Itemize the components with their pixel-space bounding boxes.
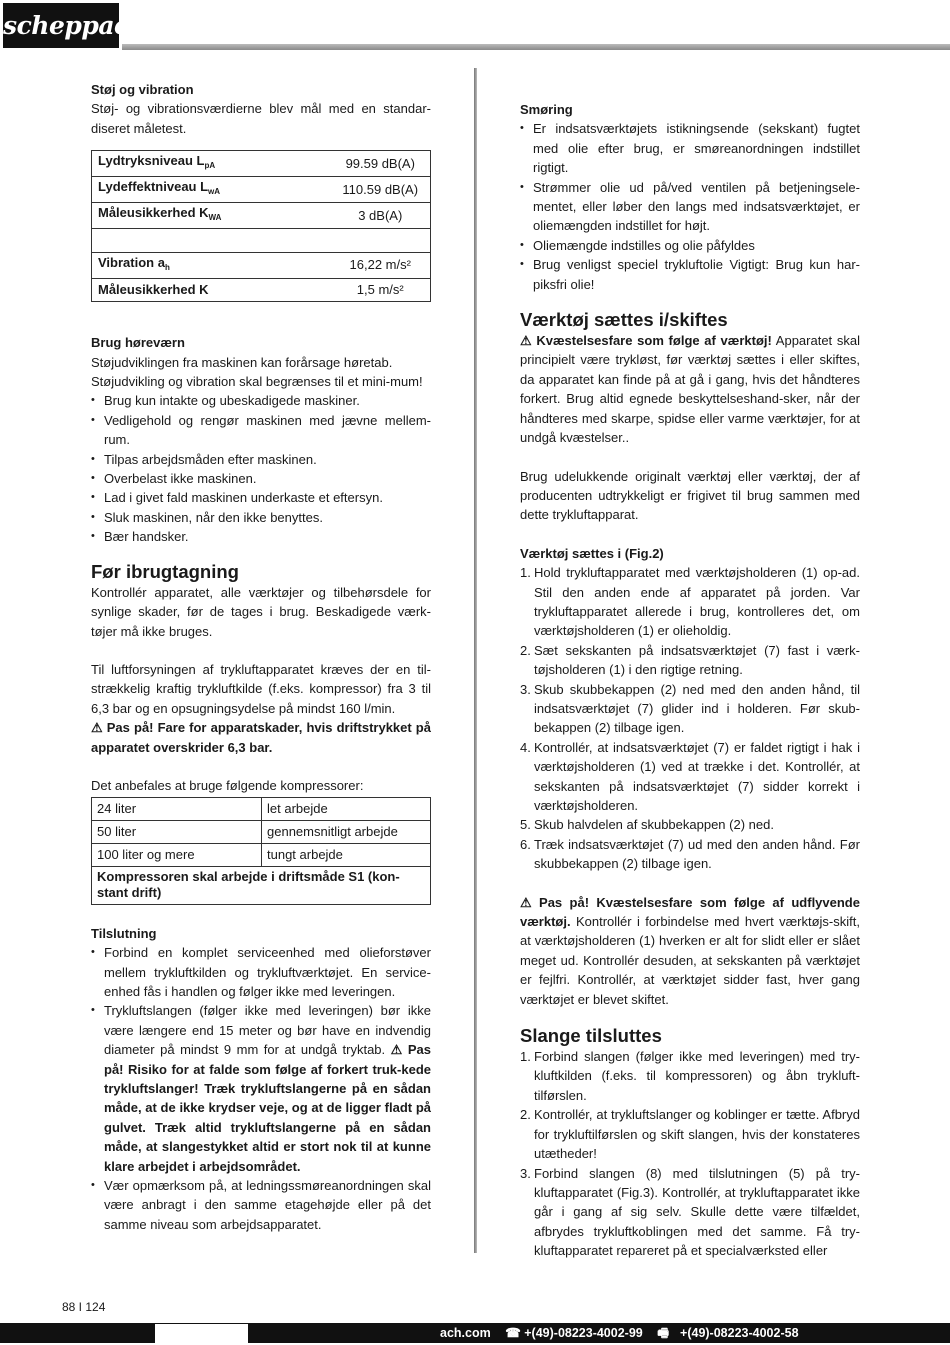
footer-phone: ☎ +(49)-08223-4002-99 [505, 1326, 643, 1340]
ear-text-1: Støjudviklingen fra maskinen kan forårsage høretab. [91, 354, 393, 370]
compressor-table [91, 797, 431, 904]
spec-row [92, 177, 431, 203]
footer-fax: +(49)-08223-4002-58 [680, 1326, 799, 1340]
lube-heading: Smøring [520, 102, 573, 117]
compressor-intro: Det anbefales at bruge følgende kompressorer: [91, 777, 364, 793]
spec-label: Måleusikkerhed K [92, 278, 331, 302]
spec-value: 3 dB(A) [331, 203, 431, 229]
hose-heading: Slange tilsluttes [520, 1025, 662, 1047]
footer-band-left [0, 1323, 155, 1343]
list-item: • Vedligehold og rengør maskinen med jævne mellem-rum. [91, 411, 431, 450]
step-number: 3. [520, 1165, 531, 1181]
left-column [91, 80, 431, 1234]
spec-value [331, 229, 431, 253]
spec-label: Lydeffektniveau $L_{wA}$ [92, 177, 331, 203]
compressor-note: Kompressoren skal arbejde i driftsmåde S1 (kon-stant drift) [92, 866, 431, 904]
step-number: 2. [520, 1107, 531, 1123]
list-item: • Vær opmærksom på, at ledningssmøreanordningen skal være anbragt i den samme etagehøjde eller på det samme niveau som arbejdsapparatet. [91, 1176, 431, 1234]
list-item: 1. Hold trykluftapparatet med værktøjsholderen (1) op-ad. Stil den anden ende af apparatet på jorden. Var trykluftapparatet allerede i brug, kontrolleres det, om værktøjsholderen (1) er olieholdig. [520, 565, 860, 639]
compressor-size: 24 liter [92, 798, 262, 821]
list-item: • Tilpas arbejdsmåden efter maskinen. [91, 450, 431, 469]
scheppach-logo: scheppach [3, 3, 119, 48]
tool-warning-text: Apparatet skal principielt være trykløst, før værktøj sættes i eller skiftes, da apparatet kan finde på at gå i gang, hvis det håndteres forkert. Brug altid egnede beskyttelseshand-sker, når der håndteres med skarpe, spidse eller varme værktøjer, for at undgå kvæstelser.. [520, 333, 860, 446]
spec-label: Lydtryksniveau $L_{pA}$ [92, 151, 331, 177]
connection-b2-warning: Pas på! Risiko for at falde som følge af forkert truk-kede trykluftslanger! Træk trykluftslangerne på en sådan måde, at de ikke krydser veje, og at de ligger fladt på gulvet. Træk altid trykluftslangerne på en sådan måde, at slangestykket altid er stort nok til at kunne klare arbejdet i arbejdsområdet. [104, 1042, 431, 1174]
spec-value: 99.59 dB(A) [331, 151, 431, 177]
step-number: 3. [520, 681, 531, 697]
tool-warning [520, 331, 860, 447]
compressor-row [92, 821, 431, 844]
list-item: • Lad i givet fald maskinen underkaste et eftersyn. [91, 488, 431, 507]
spec-label [92, 229, 331, 253]
page-footer [0, 1323, 950, 1343]
fly-warning-text: Kontrollér i forbindelse med hvert værktøjs-skift, at værktøjsholderen (1) hverken er alt for slidt eller er slået meget ud. Kontrollér desuden, at sekskanten på værktøjet er fejlfri. Kontrollér, at værktøjet sidder fast, hver gang værktøjet er blevet skiftet. [520, 914, 860, 1007]
list-item: 3. Skub skubbekappen (2) ned med den anden hånd, til indsatsværktøjet (7) glider ind i holderen. Før skub-bekappen (2) tilbage igen. [520, 681, 860, 736]
ear-text-2: Støjudvikling og vibration skal begrænses til et mini-mum! [91, 374, 423, 390]
compressor-use: gennemsnitligt arbejde [262, 821, 431, 844]
list-item: 2. Kontrollér, at trykluftslanger og koblinger er tætte. Afbryd for trykluftilførslen og skift slangen, hvis der konstateres utætheder! [520, 1107, 860, 1162]
list-item: • Brug kun intakte og ubeskadigede maskiner. [91, 391, 431, 410]
ear-heading: Brug høreværn [91, 335, 185, 351]
step-number: 6. [520, 836, 531, 852]
header-rule [122, 44, 950, 50]
before-heading: Før ibrugtagning [91, 560, 239, 582]
spec-label: Vibration $a_h$ [92, 252, 331, 278]
tool-text-2: Brug udelukkende originalt værktøj eller værktøj, der af producenten udtrykkeligt er frigivet til brug sammen med dette trykluftapparat. [520, 468, 860, 523]
spec-row [92, 229, 431, 253]
before-warning-text: Pas på! Fare for apparatskader, hvis driftstrykket på apparatet overskrider 6,3 bar. [91, 720, 431, 755]
tool-heading: Værktøj sættes i/skiftes [520, 309, 728, 331]
compressor-note-row [92, 866, 431, 904]
tool-warning-bold: Kvæstelsesfare som følge af værktøj! [536, 333, 772, 349]
spec-row [92, 252, 431, 278]
step-number: 1. [520, 565, 531, 581]
footer-gap [155, 1323, 248, 1343]
noise-text: Støj- og vibrationsværdierne blev mål med en standar-diseret måletest. [91, 101, 431, 136]
footer-website: ach.com [440, 1326, 491, 1340]
list-item: • Strømmer olie ud på/ved ventilen på betjeningsele-mentet, eller løber den langs med indsatsværktøjet, er oliemængden indstillet for højt. [520, 178, 860, 236]
list-item: 3. Forbind slangen (8) med tilslutningen (5) på try-kluftapparatet (Fig.3). Kontrollér, at trykluftapparatet ikke går i gang af sig selv. Skulle dette være tilfældet, afbrydes trykluftkoblingen med det samme. Få try-kluftapparatet repareret på et specialværksted eller [520, 1165, 860, 1259]
step-number: 4. [520, 739, 531, 755]
spec-value: 16,22 m/s² [331, 252, 431, 278]
column-divider [474, 68, 477, 1253]
fax-icon: 🖷 [657, 1326, 670, 1340]
spec-row [92, 151, 431, 177]
warning-icon: ⚠ [91, 720, 103, 736]
list-item: 6. Træk indsatsværktøjet (7) ud med den anden hånd. Før skubbekappen (2) tilbage igen. [520, 836, 860, 872]
page-header [0, 0, 950, 50]
step-number: 5. [520, 817, 531, 833]
spec-row [92, 278, 431, 302]
before-text-2: Til luftforsyningen af trykluftapparatet kræves der en til-strækkelig kraftig trykluftkilde (f.eks. kompressor) fra 3 til 6,3 bar og en opsugningsydelse på mindst 160 l/min. [91, 661, 431, 716]
list-item: • Overbelast ikke maskinen. [91, 469, 431, 488]
connection-bullet-list [91, 943, 431, 1234]
spec-value: 110.59 dB(A) [331, 177, 431, 203]
noise-heading: Støj og vibration [91, 82, 194, 97]
list-item: • Bær handsker. [91, 527, 431, 546]
list-item: • Forbind en komplet serviceenhed med olieforstøver mellem trykluftkilden og trykluftværktøjet. En service-enhed fås i handlen og følger ikke med leveringen. [91, 943, 431, 1001]
before-warning [91, 718, 431, 757]
list-item: • Brug venligst speciel trykluftolie Vigtigt: Brug kun har-piksfri olie! [520, 255, 860, 294]
right-column [520, 100, 860, 1261]
step-number: 2. [520, 642, 531, 658]
warning-icon: ⚠ [390, 1042, 403, 1058]
list-item: 2. Sæt sekskanten på indsatsværktøjet (7) fast i værk-tøjsholderen (1) i den rigtige retning. [520, 642, 860, 678]
spec-row [92, 203, 431, 229]
list-item: 1. Forbind slangen (følger ikke med leveringen) med try-kluftkilden (f.eks. til kompressoren) og åbn trykluft-tilførslen. [520, 1049, 860, 1103]
connection-b2-text: Trykluftslangen (følger ikke med leveringen) bør ikke være længere end 15 meter og bør have en indvendig diameter på mindst 9 mm for at undgå tryktab. [104, 1003, 431, 1058]
fly-warning [520, 893, 860, 1009]
before-text-1: Kontrollér apparatet, alle værktøjer og tilbehørsdele for synlige skader, før de tages i brug. Beskadigede værk-tøjer må ikke bruges. [91, 584, 431, 639]
warning-icon: ⚠ [520, 894, 532, 910]
page-number: 88 I 124 [62, 1300, 106, 1314]
list-item: • Sluk maskinen, når den ikke benyttes. [91, 508, 431, 527]
list-item: 4. Kontrollér, at indsatsværktøjet (7) er faldet rigtigt i hak i værktøjsholderen (1) ved at trække i det. Kontrollér, at sekskanten på indsatsværktøjet (7) sidder korrekt i værktøjsholderen. [520, 739, 860, 813]
compressor-size: 100 liter og mere [92, 843, 262, 866]
compressor-row [92, 798, 431, 821]
list-item: 5. Skub halvdelen af skubbekappen (2) ned. [520, 815, 860, 834]
hose-steps-list [520, 1047, 860, 1260]
insert-heading: Værktøj sættes i (Fig.2) [520, 545, 664, 561]
compressor-row [92, 843, 431, 866]
ear-bullet-list [91, 391, 431, 546]
list-item: • Er indsatsværktøjets istikningsende (sekskant) fugtet med olie efter brug, er smøreanordningen indstillet rigtigt. [520, 119, 860, 177]
lube-bullet-list [520, 119, 860, 294]
fly-warning-bold: Pas på! Kvæstelsesfare som følge af udflyvende værktøj. [520, 894, 860, 930]
step-number: 1. [520, 1049, 531, 1065]
compressor-size: 50 liter [92, 821, 262, 844]
insert-steps-list [520, 563, 860, 874]
compressor-use: let arbejde [262, 798, 431, 821]
noise-spec-table [91, 150, 431, 302]
compressor-use: tungt arbejde [262, 843, 431, 866]
spec-label: Måleusikkerhed $K_{WA}$ [92, 203, 331, 229]
warning-icon: ⚠ [520, 333, 532, 349]
connection-heading: Tilslutning [91, 925, 157, 941]
list-item: • Oliemængde indstilles og olie påfyldes [520, 236, 860, 255]
list-item [91, 1001, 431, 1176]
footer-contact [440, 1323, 810, 1343]
spec-value: 1,5 m/s² [331, 278, 431, 302]
